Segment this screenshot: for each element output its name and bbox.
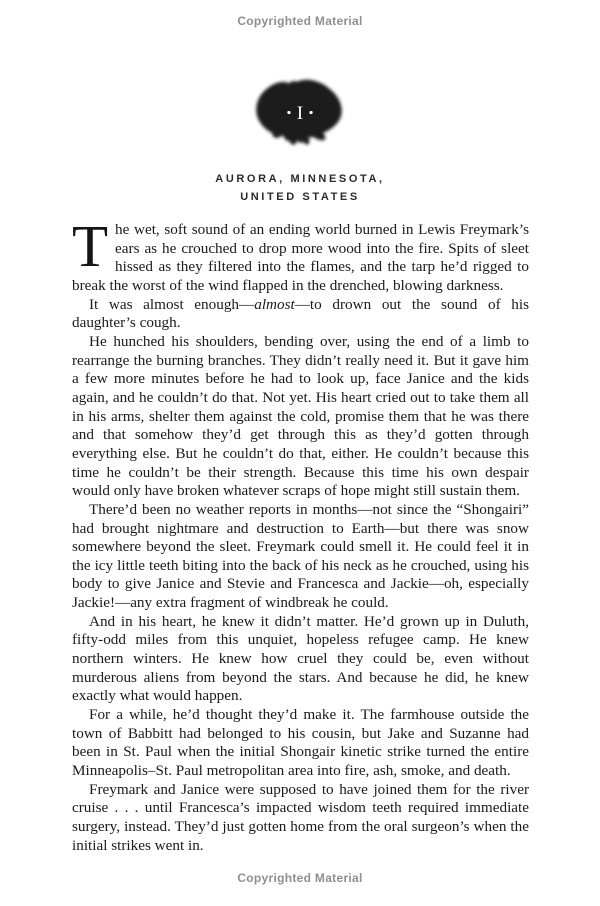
- text-run: It was almost enough—: [89, 295, 255, 313]
- paragraph: [72, 613, 529, 706]
- chapter-location-line2: UNITED STATES: [240, 190, 360, 203]
- ink-blot-ornament: [252, 76, 348, 148]
- chapter-location-line1: AURORA, MINNESOTA,: [215, 173, 385, 185]
- text-run: —to drown out the sound of his daughter’s cough.: [72, 295, 529, 332]
- text-run: He hunched his shoulders, bending over, using the end of a limb to rearrange the burning branches. They didn’t really need it. But it gave him a few more minutes before he had to look up, face Janice and the kids again, and he couldn’t do that. Not yet. His heart cried out to take them all in his arms, shelter them against the cold, promise them that he was there and that somehow they’d get through this as they’d gotten through everything else. But he couldn’t do that, either. He couldn’t because this time he couldn’t be their strength. Because this time his own despair would only have broken whatever scraps of hope might still sustain them.: [72, 332, 529, 500]
- paragraph: [72, 333, 529, 501]
- text-run: Freymark and Janice were supposed to have joined them for the river cruise . . . until Francesca’s impacted wisdom teeth required immediate surgery, instead. They’d just gotten home from the oral surgeon’s when the initial strikes went in.: [72, 780, 529, 854]
- text-run: And in his heart, he knew it didn’t matter. He’d grown up in Duluth, fifty-odd miles from this unquiet, hopeless refugee camp. He knew northern winters. He knew how cruel they could be, even without murderous aliens from beyond the stars. And because he did, he knew exactly what would happen.: [72, 612, 529, 705]
- chapter-numeral: I: [296, 103, 304, 125]
- paragraph: [72, 501, 529, 613]
- copyright-notice-top: Copyrighted Material: [237, 14, 363, 28]
- paragraph: [72, 706, 529, 781]
- text-run: he wet, soft sound of an ending world burned in Lewis Freymark’s ears as he crouched to drop more wood into the fire. Spits of sleet hissed as they filtered into the flames, and the tarp he’d rigged to break the worst of the wind flapped in the drenched, blowing darkness.: [72, 221, 529, 294]
- copyright-notice-bottom: Copyrighted Material: [237, 871, 363, 885]
- paragraph: [72, 781, 529, 856]
- body-text: [72, 213, 529, 855]
- drop-cap: T: [72, 213, 109, 279]
- paragraph: [72, 213, 529, 296]
- text-run: For a while, he’d thought they’d make it. The farmhouse outside the town of Babbitt had belonged to his cousin, but Jake and Suzanne had been in St. Paul when the initial Shongair kinetic strike turned the entire Minneapolis–St. Paul metropolitan area into fire, ash, smoke, and death.: [72, 706, 529, 780]
- chapter-location-heading: [0, 171, 600, 206]
- paragraph: [72, 296, 529, 333]
- italic-text-run: almost: [254, 295, 295, 313]
- text-run: There’d been no weather reports in months—not since the “Shongairi” had brought nightmare and destruction to Earth—but there was snow somewhere beyond the sleet. Freymark could smell it. He could feel it in the icy little teeth biting into the back of his neck as he crouched, using his body to give Janice and Stevie and Francesca and Jackie—oh, especially Jackie!—any extra fragment of windbreak he could.: [72, 500, 529, 612]
